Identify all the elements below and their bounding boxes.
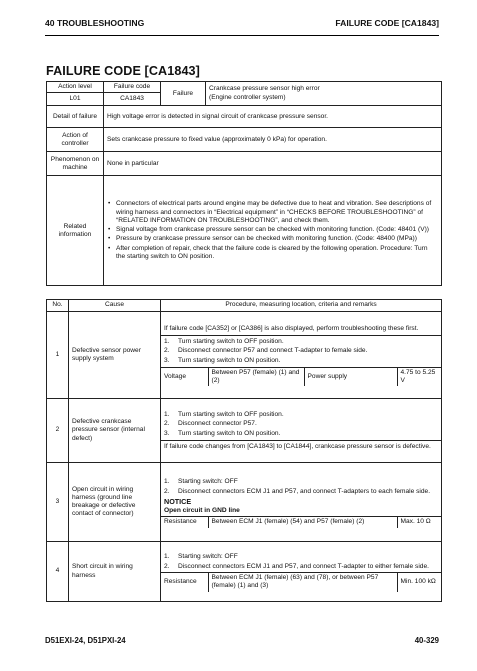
col-procedure-header: Procedure, measuring location, criteria and remarks [161, 300, 442, 312]
measure-value: Max. 10 Ω [397, 517, 441, 527]
phenomenon-label: Phenomenon on machine [47, 152, 104, 176]
measure-item: Power supply [304, 368, 397, 386]
row-cause: Defective crankcase pressure sensor (internal defect) [69, 399, 161, 463]
failure-description [206, 82, 442, 106]
procedure-step: 1. Turn starting switch to OFF position. [164, 337, 284, 345]
procedure-step: 3. Turn starting switch to ON position. [164, 357, 281, 364]
header-rule [45, 35, 439, 36]
row-procedure [161, 542, 442, 602]
failure-desc-line-1: Crankcase pressure sensor high error [209, 85, 320, 93]
measure-value: Min. 100 kΩ [397, 573, 441, 591]
page-title: FAILURE CODE [CA1843] [46, 64, 200, 78]
notice-subheading: Open circuit in GND line [164, 507, 240, 515]
measure-between: Between ECM J1 (female) (63) and (78), or between P57 (female) (1) and (3) [208, 573, 397, 591]
measure-table [161, 573, 441, 591]
action-value: Sets crankcase pressure to fixed value (approximately 0 kPa) for operation. [104, 128, 442, 152]
related-item: • Signal voltage from crankcase pressure sensor can be checked with monitoring function. (Code: 48401 (V)) [116, 226, 438, 234]
row-procedure [161, 399, 442, 463]
footer-model: D51EXI-24, D51PXI-24 [45, 636, 126, 645]
row-no: 3 [47, 463, 69, 542]
procedure-step: 1. Starting switch: OFF [164, 552, 238, 560]
detail-label: Detail of failure [47, 106, 104, 128]
procedure-step: 3. Turn starting switch to ON position. [164, 430, 281, 437]
related-label: Related information [47, 176, 104, 286]
related-item: • After completion of repair, check that the failure code is cleared by the following operation. Procedure: Turn the starting switch to ON position. [116, 245, 438, 261]
procedure-step: 2. Disconnect connectors ECM J1 and P57, and connect T-adapter to either female side. [164, 562, 429, 570]
header-code: FAILURE CODE [CA1843] [335, 18, 439, 28]
measure-type: Voltage [164, 372, 186, 380]
related-item: • Connectors of electrical parts around engine may be defective due to heat and vibration. See descriptions of wiring harness and connectors in “Electrical equipment” in “CHECKS BEFORE TROUBLESHOOTING” of “RELATED INFORMATION ON TROUBLESHOOTING”, and check them. [116, 200, 438, 225]
procedure-step: 2. Disconnect connectors ECM J1 and P57, and connect T-adapters to each female side. [164, 487, 431, 495]
col-cause-header: Cause [69, 300, 161, 312]
phenomenon-value: None in particular [104, 152, 442, 176]
row-procedure [161, 463, 442, 542]
row-no: 1 [47, 312, 69, 399]
row-cause: Short circuit in wiring harness [69, 542, 161, 602]
procedure-note: If failure code changes from [CA1843] to [CA1844], crankcase pressure sensor is defective. [164, 442, 431, 450]
action-level-value: L01 [47, 93, 104, 106]
detail-value: High voltage error is detected in signal circuit of crankcase pressure sensor. [104, 106, 442, 128]
failure-desc-line-2: (Engine controller system) [209, 93, 286, 101]
procedure-step: 2. Disconnect connector P57 and connect T-adapter to female side. [164, 347, 368, 355]
failure-info-table [46, 81, 442, 286]
col-no-header: No. [47, 300, 69, 312]
row-procedure [161, 312, 442, 399]
related-info [104, 176, 442, 286]
cause-table [46, 299, 442, 602]
row-cause: Open circuit in wiring harness (ground line breakage or defective contact of connector) [69, 463, 161, 542]
row-no: 2 [47, 399, 69, 463]
page-header [45, 18, 439, 32]
related-item: • Pressure by crankcase pressure sensor can be checked with monitoring function. (Code: 48400 (MPa)) [116, 235, 438, 243]
measure-value: 4.75 to 5.25 V [397, 368, 441, 386]
action-level-label: Action level [47, 82, 104, 93]
measure-type: Resistance [164, 578, 197, 586]
measure-type: Resistance [164, 518, 197, 526]
measure-table [161, 368, 441, 386]
measure-between: Between ECM J1 (female) (54) and P57 (female) (2) [208, 517, 397, 527]
row-cause: Defective sensor power supply system [69, 312, 161, 399]
notice-heading: NOTICE [164, 496, 192, 506]
header-section: 40 TROUBLESHOOTING [45, 18, 145, 28]
procedure-step: 1. Starting switch: OFF [164, 477, 238, 485]
row-no: 4 [47, 542, 69, 602]
failure-label: Failure [161, 82, 206, 106]
failure-code-label: Failure code [104, 82, 161, 93]
footer-page-number: 40-329 [414, 636, 439, 645]
action-label: Action of controller [47, 128, 104, 152]
failure-code-value: CA1843 [104, 93, 161, 106]
procedure-note: If failure code [CA352] or [CA386] is also displayed, perform troubleshooting these first. [164, 324, 419, 332]
measure-between: Between P57 (female) (1) and (2) [208, 368, 304, 386]
measure-table [161, 517, 441, 527]
page-footer [45, 636, 439, 645]
procedure-step: 1. Turn starting switch to OFF position. [164, 410, 284, 418]
procedure-step: 2. Disconnect connector P57. [164, 420, 257, 428]
